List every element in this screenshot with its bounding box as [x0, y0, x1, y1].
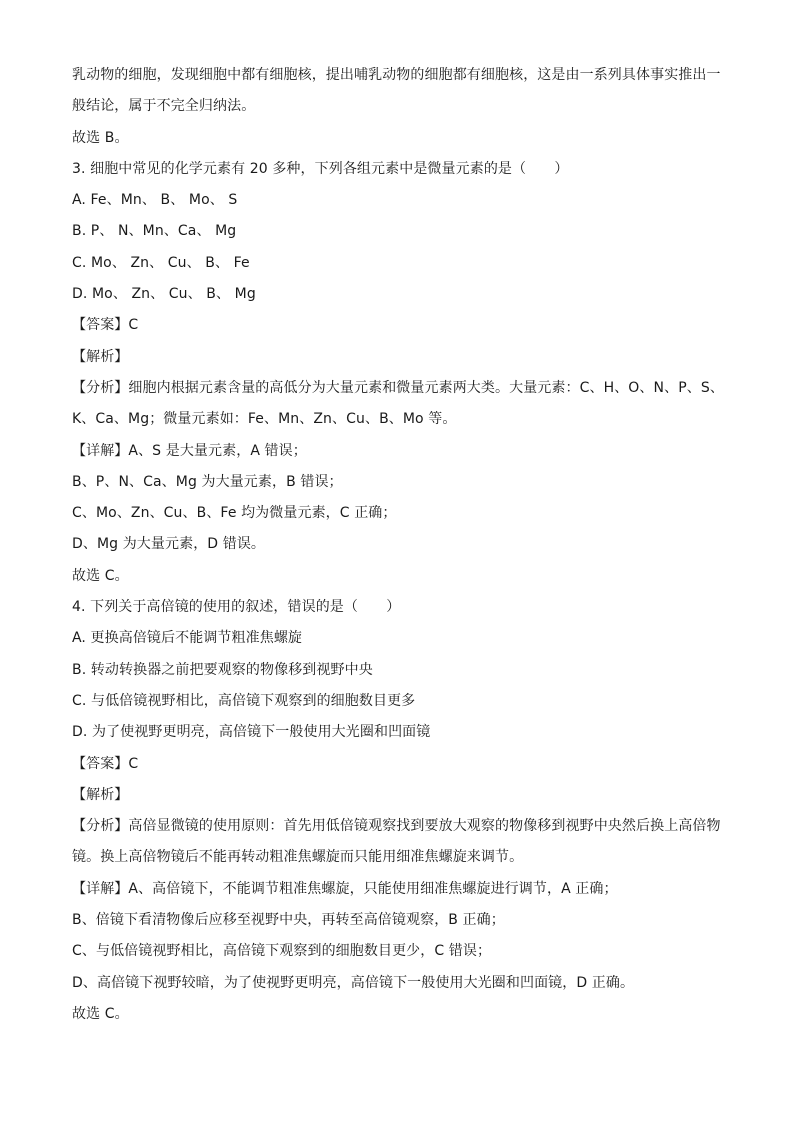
- question-4-analysis-heading: 【解析】: [72, 786, 129, 803]
- question-4-option-c: C. 与低倍镜视野相比，高倍镜下观察到的细胞数目更多: [72, 692, 416, 709]
- question-3-option-a: A. Fe、Mn、 B、 Mo、 S: [72, 192, 238, 209]
- question-3-detail: B、P、N、Ca、Mg 为大量元素，B 错误；: [72, 473, 343, 490]
- question-4-analysis: 【分析】高倍显微镜的使用原则：首先用低倍镜观察找到要放大观察的物像移到视野中央然后换上高倍物: [72, 818, 721, 835]
- question-4-detail: D、高倍镜下视野较暗，为了使视野更明亮，高倍镜下一般使用大光圈和凹面镜，D 正确。: [72, 974, 635, 991]
- question-4-answer: 【答案】C: [72, 755, 139, 772]
- question-4-option-d: D. 为了使视野更明亮，高倍镜下一般使用大光圈和凹面镜: [72, 724, 431, 741]
- question-3-detail: C、Mo、Zn、Cu、B、Fe 均为微量元素，C 正确；: [72, 505, 397, 522]
- question-3-option-c: C. Mo、 Zn、 Cu、 B、 Fe: [72, 254, 250, 271]
- question-4-detail: B、倍镜下看清物像后应移至视野中央，再转至高倍镜观察，B 正确；: [72, 912, 505, 929]
- question-4-option-b: B. 转动转换器之前把要观察的物像移到视野中央: [72, 661, 373, 678]
- question-3-answer: 【答案】C: [72, 317, 139, 334]
- question-4-option-a: A. 更换高倍镜后不能调节粗准焦螺旋: [72, 630, 303, 647]
- question-3-analysis: K、Ca、Mg；微量元素如：Fe、Mn、Zn、Cu、B、Mo 等。: [72, 411, 457, 428]
- text-line: 般结论，属于不完全归纳法。: [72, 98, 256, 115]
- question-4-detail: C、与低倍镜视野相比，高倍镜下观察到的细胞数目更少，C 错误；: [72, 943, 492, 960]
- question-3-stem: 3. 细胞中常见的化学元素有 20 多种，下列各组元素中是微量元素的是（ ）: [72, 160, 569, 177]
- answer-choice-line: 故选 B。: [72, 129, 129, 146]
- question-3-detail: 【详解】A、S 是大量元素，A 错误；: [72, 442, 307, 459]
- question-3-option-d: D. Mo、 Zn、 Cu、 B、 Mg: [72, 286, 256, 303]
- question-4-analysis: 镜。换上高倍物镜后不能再转动粗准焦螺旋而只能用细准焦螺旋来调节。: [72, 849, 524, 866]
- question-4-stem: 4. 下列关于高倍镜的使用的叙述，错误的是（ ）: [72, 599, 401, 616]
- question-3-option-b: B. P、 N、Mn、Ca、 Mg: [72, 223, 237, 240]
- text-line: 乳动物的细胞，发现细胞中都有细胞核，提出哺乳动物的细胞都有细胞核，这是由一系列具体事实推出一: [72, 67, 721, 83]
- document-body: [72, 60, 724, 1030]
- question-3-detail: D、Mg 为大量元素，D 错误。: [72, 536, 266, 553]
- answer-choice-line: 故选 C。: [72, 1005, 129, 1022]
- question-4-detail: 【详解】A、高倍镜下，不能调节粗准焦螺旋，只能使用细准焦螺旋进行调节，A 正确；: [72, 880, 618, 897]
- question-3-analysis: 【分析】细胞内根据元素含量的高低分为大量元素和微量元素两大类。大量元素：C、H、O、N、P、S、: [72, 379, 724, 396]
- answer-choice-line: 故选 C。: [72, 567, 129, 584]
- question-3-analysis-heading: 【解析】: [72, 348, 129, 365]
